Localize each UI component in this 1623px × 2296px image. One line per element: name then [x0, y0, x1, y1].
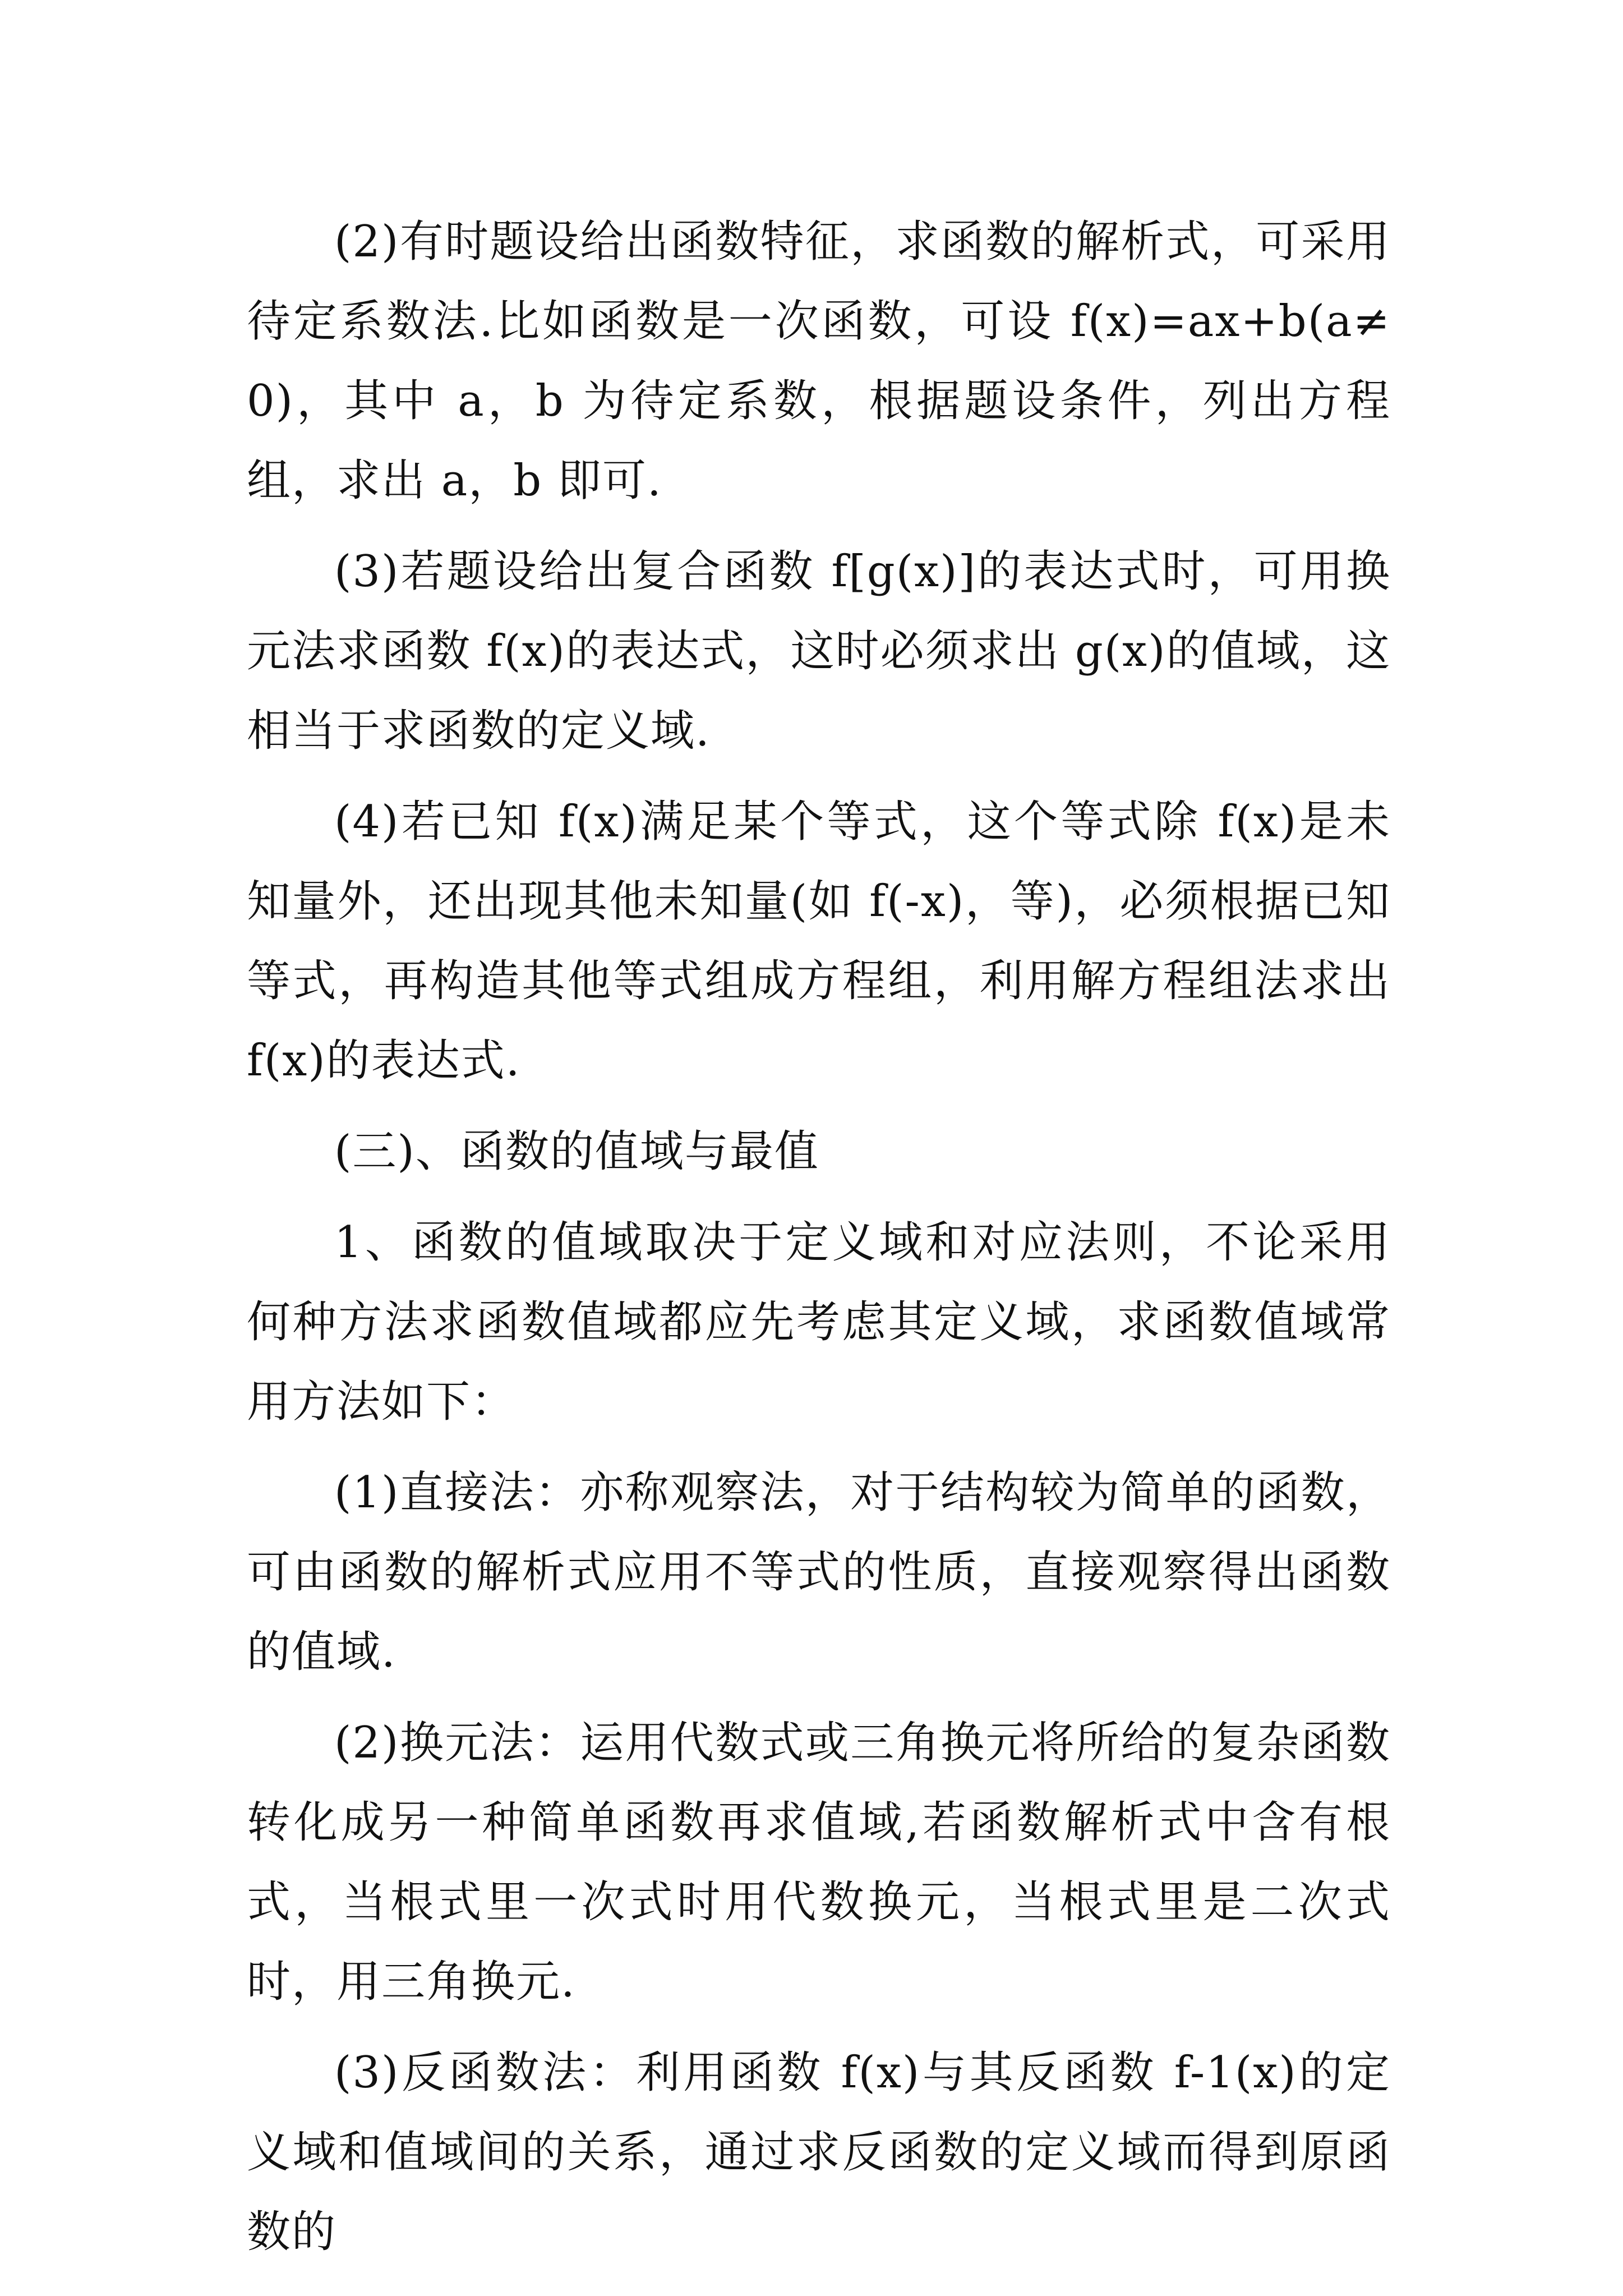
paragraph-substitution-method: (3)若题设给出复合函数 f[g(x)]的表达式时，可用换元法求函数 f(x)的表达式，这时必须求出 g(x)的值域，这相当于求函数的定义域. — [247, 546, 1391, 756]
paragraph-range-intro: 1、函数的值域取决于定义域和对应法则，不论采用何种方法求函数值域都应先考虑其定义域，求函数值域常用方法如下： — [247, 1217, 1391, 1427]
paragraph-substitution-for-range: (2)换元法：运用代数式或三角换元将所给的复杂函数转化成另一种简单函数再求值域,若函数解析式中含有根式，当根式里一次式时用代数换元，当根式里是二次式时，用三角换元. — [247, 1718, 1391, 2007]
paragraph-system-of-equations-method: (4)若已知 f(x)满足某个等式，这个等式除 f(x)是未知量外，还出现其他未知量(如 f(-x)，等)，必须根据已知等式，再构造其他等式组成方程组，利用解方程组法求出 f(x)的表达式. — [247, 797, 1391, 1086]
paragraph-inverse-function-method: (3)反函数法：利用函数 f(x)与其反函数 f-1(x)的定义域和值域间的关系，通过求反函数的定义域而得到原函数的 — [247, 2047, 1391, 2257]
paragraph-undetermined-coefficients: (2)有时题设给出函数特征，求函数的解析式，可采用待定系数法.比如函数是一次函数，可设 f(x)=ax+b(a≠0)，其中 a，b 为待定系数，根据题设条件，列出方程组，求出 a，b 即可. — [247, 217, 1391, 506]
section-heading-range-and-extremum: (三)、函数的值域与最值 — [334, 1126, 819, 1177]
document-body — [247, 202, 1391, 2283]
paragraph-direct-method: (1)直接法：亦称观察法，对于结构较为简单的函数，可由函数的解析式应用不等式的性质，直接观察得出函数的值域. — [247, 1467, 1391, 1677]
